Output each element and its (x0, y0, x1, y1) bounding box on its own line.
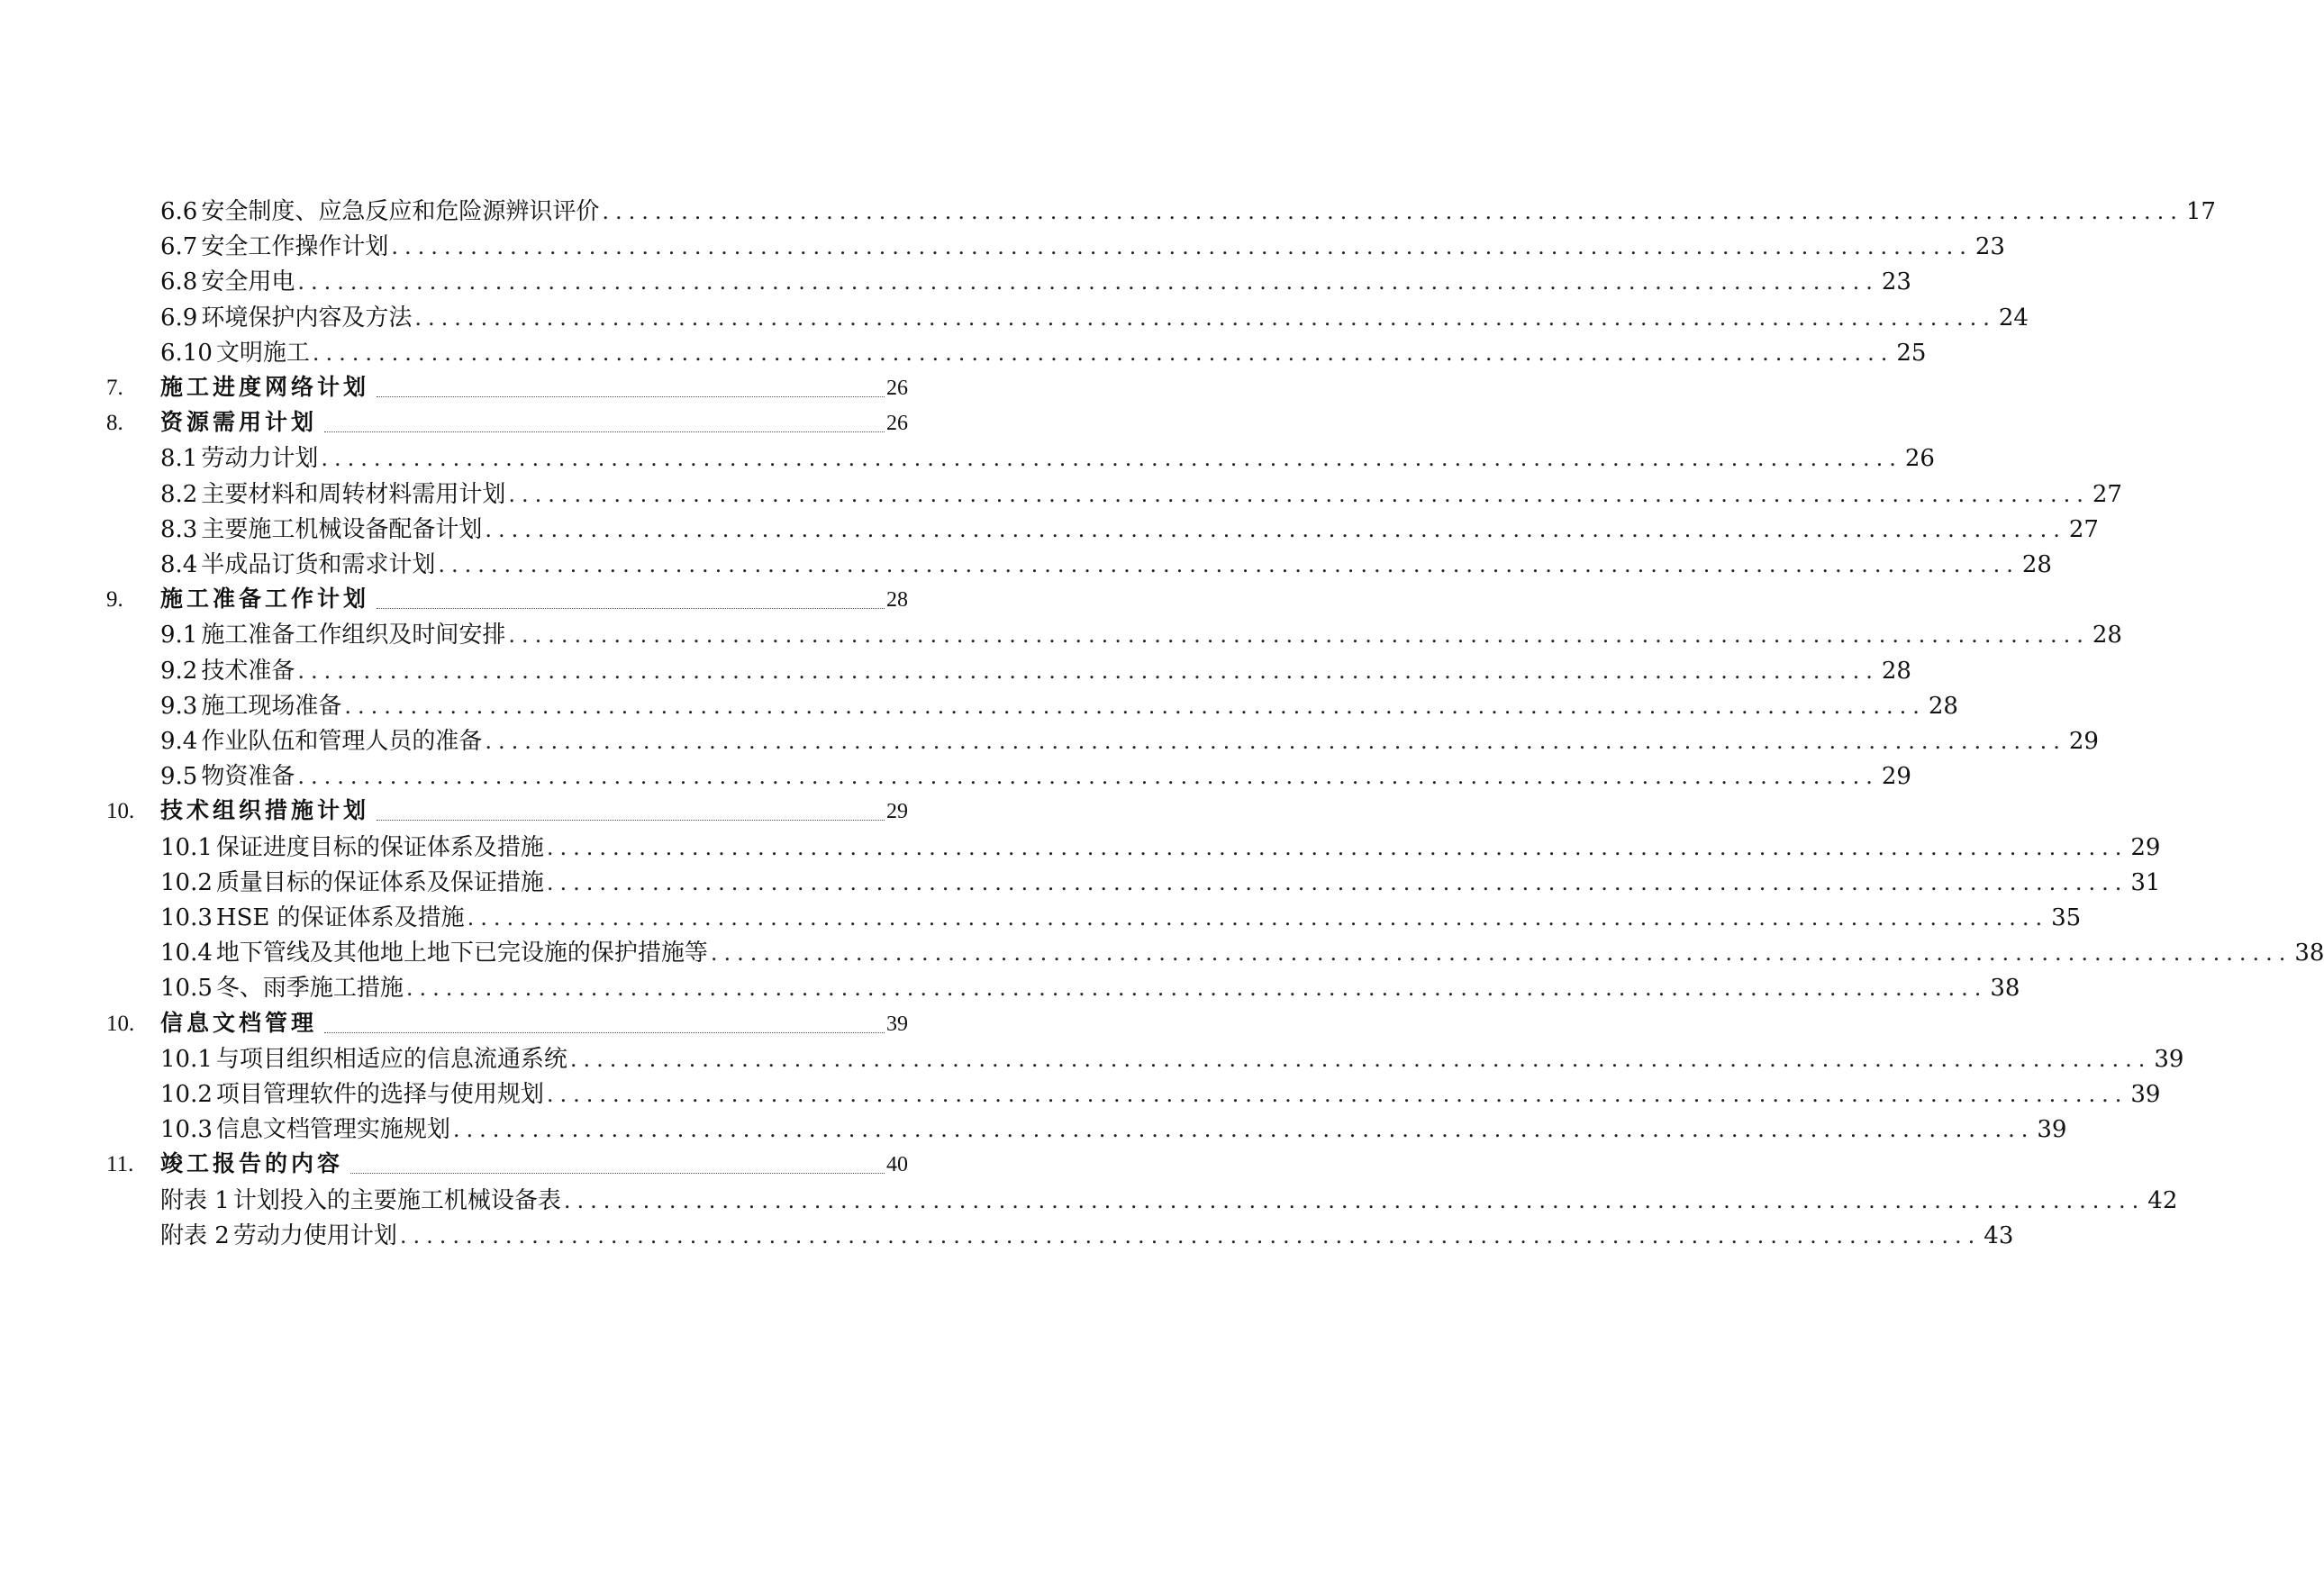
dot-leader: ........................................................................................................................ (546, 1082, 2129, 1107)
dot-leader (350, 1172, 885, 1174)
toc-section-entry[interactable] (160, 653, 1911, 689)
toc-entry-title: 安全用电 (201, 268, 295, 295)
toc-section-entry[interactable] (160, 688, 1958, 724)
toc-entry-title: 信息文档管理 (160, 1012, 318, 1036)
toc-entry-page-number: 40 (886, 1153, 908, 1176)
toc-entry-number: 8.1 (160, 445, 198, 472)
toc-entry-page-number: 38 (1990, 975, 2020, 1002)
toc-entry-page-number: 26 (1904, 445, 1935, 472)
toc-entry-number: 10.1 (160, 1046, 213, 1073)
toc-entry-title: 信息文档管理实施规划 (215, 1116, 450, 1143)
toc-entry-number: 6.9 (160, 304, 198, 331)
toc-entry-number: 8.4 (160, 551, 198, 578)
toc-entry-page-number: 26 (886, 377, 908, 400)
toc-entry-number: 10.3 (160, 1116, 213, 1143)
dot-leader: ........................................................................................................................ (508, 482, 2090, 507)
toc-entry-page-number: 28 (1881, 658, 1911, 685)
dot-leader: ........................................................................................................................ (569, 1047, 2152, 1072)
toc-chapter-entry[interactable] (106, 794, 908, 830)
toc-entry-page-number: 27 (2092, 481, 2122, 508)
toc-entry-number: 9.1 (160, 622, 198, 649)
toc-entry-page-number: 28 (2092, 622, 2122, 649)
dot-leader (377, 607, 885, 609)
toc-entry-title: 质量目标的保证体系及保证措施 (215, 869, 544, 896)
toc-entry-page-number: 39 (2130, 1081, 2161, 1108)
toc-entry-number: 9.5 (160, 763, 198, 790)
toc-entry-number: 6.6 (160, 198, 198, 225)
toc-entry-title: 劳动力计划 (201, 445, 319, 472)
dot-leader: ........................................................................................................................ (485, 517, 2066, 542)
toc-entry-title: 地下管线及其他地上地下已完设施的保护措施等 (215, 940, 708, 967)
toc-entry-number: 9. (106, 587, 123, 612)
toc-entry-number: 8. (106, 411, 123, 435)
toc-section-entry[interactable] (160, 830, 2161, 866)
dot-leader: ........................................................................................................................ (452, 1117, 2035, 1142)
toc-entry-title: 与项目组织相适应的信息流通系统 (215, 1046, 567, 1073)
toc-entry-page-number: 26 (886, 412, 908, 435)
toc-section-entry[interactable] (160, 935, 2324, 971)
toc-entry-title: 安全工作操作计划 (201, 233, 389, 260)
toc-entry-title: 主要材料和周转材料需用计划 (201, 481, 506, 508)
toc-section-entry[interactable] (160, 723, 2099, 759)
dot-leader: ........................................................................................................................ (312, 341, 1894, 366)
dot-leader: ........................................................................................................................ (405, 976, 1988, 1001)
toc-entry-page-number: 39 (886, 1012, 908, 1036)
dot-leader: ........................................................................................................................ (546, 835, 2129, 860)
toc-entry-page-number: 38 (2294, 940, 2324, 967)
toc-entry-page-number: 23 (1881, 268, 1911, 295)
toc-entry-page-number: 24 (1998, 304, 2029, 331)
toc-entry-title: 物资准备 (201, 763, 295, 790)
toc-entry-page-number: 43 (1984, 1222, 2014, 1249)
toc-entry-number: 10.3 (160, 904, 213, 931)
dot-leader (324, 431, 885, 432)
toc-section-entry[interactable] (160, 970, 2020, 1006)
toc-entry-number: 6.7 (160, 233, 198, 260)
toc-chapter-entry[interactable] (106, 1006, 908, 1042)
toc-entry-number: 8.2 (160, 481, 198, 508)
dot-leader: ........................................................................................................................ (297, 764, 1879, 789)
toc-entry-title: 技术准备 (201, 658, 295, 685)
toc-entry-title: 安全制度、应急反应和危险源辨识评价 (201, 198, 600, 225)
toc-section-entry[interactable] (160, 264, 1911, 300)
toc-entry-page-number: 29 (2068, 728, 2099, 755)
toc-entry-title: 劳动力使用计划 (232, 1222, 397, 1249)
toc-section-entry[interactable] (160, 1112, 2067, 1148)
dot-leader: ........................................................................................................................ (414, 305, 1996, 331)
toc-section-entry[interactable] (160, 300, 2029, 336)
toc-entry-page-number: 27 (2068, 516, 2099, 543)
toc-entry-page-number: 31 (2130, 869, 2161, 896)
toc-entry-number: 8.3 (160, 516, 198, 543)
toc-section-entry[interactable] (160, 1218, 2014, 1254)
dot-leader: ........................................................................................................................ (602, 199, 2183, 224)
toc-entry-page-number: 42 (2147, 1187, 2178, 1214)
toc-entry-number: 10.4 (160, 940, 213, 967)
toc-chapter-entry[interactable] (106, 370, 908, 406)
dot-leader: ........................................................................................................................ (563, 1188, 2146, 1213)
toc-entry-page-number: 29 (1881, 763, 1911, 790)
toc-entry-title: 作业队伍和管理人员的准备 (201, 728, 483, 755)
dot-leader: ........................................................................................................................ (710, 940, 2292, 966)
toc-entry-number: 11. (106, 1152, 134, 1176)
toc-entry-title: 环境保护内容及方法 (201, 304, 413, 331)
toc-entry-page-number: 39 (2037, 1116, 2067, 1143)
toc-entry-title: 施工准备工作计划 (160, 587, 370, 612)
dot-leader: ........................................................................................................................ (297, 269, 1879, 295)
dot-leader: ........................................................................................................................ (546, 870, 2129, 895)
toc-entry-title: 资源需用计划 (160, 411, 318, 435)
toc-section-entry[interactable] (160, 1041, 2184, 1077)
toc-entry-number: 10.1 (160, 834, 213, 861)
toc-chapter-entry[interactable] (106, 582, 908, 618)
toc-entry-number: 6.8 (160, 268, 198, 295)
toc-entry-number: 附表 1 (160, 1187, 230, 1214)
toc-section-entry[interactable] (160, 547, 2052, 583)
toc-entry-number: 10.5 (160, 975, 213, 1002)
toc-section-entry[interactable] (160, 865, 2161, 901)
toc-section-entry[interactable] (160, 758, 1911, 795)
toc-entry-title: 项目管理软件的选择与使用规划 (215, 1081, 544, 1108)
toc-entry-number: 9.3 (160, 693, 198, 720)
toc-entry-title: 竣工报告的内容 (160, 1152, 344, 1176)
toc-entry-title: 文明施工 (215, 340, 310, 367)
toc-section-entry[interactable] (160, 440, 1935, 477)
dot-leader: ........................................................................................................................ (438, 552, 2020, 577)
toc-entry-page-number: 28 (2021, 551, 2052, 578)
toc-entry-page-number: 29 (886, 800, 908, 823)
toc-section-entry[interactable] (160, 900, 2082, 936)
toc-chapter-entry[interactable] (106, 405, 908, 441)
dot-leader: ........................................................................................................................ (467, 905, 2049, 931)
toc-entry-number: 10. (106, 799, 135, 823)
toc-entry-title: 保证进度目标的保证体系及措施 (215, 834, 544, 861)
toc-entry-page-number: 17 (2185, 198, 2216, 225)
dot-leader (377, 395, 885, 397)
toc-entry-number: 10.2 (160, 1081, 213, 1108)
toc-section-entry[interactable] (160, 617, 2122, 653)
toc-entry-title: HSE 的保证体系及措施 (215, 904, 465, 931)
toc-section-entry[interactable] (160, 229, 2005, 265)
toc-section-entry[interactable] (160, 477, 2122, 513)
dot-leader: ........................................................................................................................ (321, 446, 1902, 471)
dot-leader: ........................................................................................................................ (399, 1223, 1982, 1249)
dot-leader: ........................................................................................................................ (297, 658, 1879, 684)
dot-leader: ........................................................................................................................ (391, 234, 1973, 259)
toc-entry-number: 9.4 (160, 728, 198, 755)
dot-leader: ........................................................................................................................ (485, 729, 2066, 754)
toc-entry-title: 施工进度网络计划 (160, 376, 370, 400)
toc-section-entry[interactable] (160, 1183, 2178, 1219)
toc-entry-title: 半成品订货和需求计划 (201, 551, 436, 578)
toc-section-entry[interactable] (160, 512, 2099, 548)
toc-entry-title: 计划投入的主要施工机械设备表 (232, 1187, 561, 1214)
toc-entry-page-number: 35 (2051, 904, 2082, 931)
toc-entry-number: 6.10 (160, 340, 213, 367)
toc-entry-title: 施工现场准备 (201, 693, 342, 720)
toc-entry-number: 9.2 (160, 658, 198, 685)
toc-section-entry[interactable] (160, 335, 1927, 371)
toc-section-entry[interactable] (160, 194, 2216, 230)
dot-leader: ........................................................................................................................ (344, 694, 1926, 719)
toc-entry-number: 附表 2 (160, 1222, 230, 1249)
toc-entry-title: 施工准备工作组织及时间安排 (201, 622, 506, 649)
dot-leader: ........................................................................................................................ (508, 622, 2090, 648)
toc-entry-title: 主要施工机械设备配备计划 (201, 516, 483, 543)
toc-entry-page-number: 25 (1896, 340, 1927, 367)
toc-entry-page-number: 29 (2130, 834, 2161, 861)
toc-entry-title: 技术组织措施计划 (160, 799, 370, 823)
toc-entry-number: 7. (106, 376, 123, 400)
toc-section-entry[interactable] (160, 1076, 2161, 1112)
dot-leader (377, 819, 885, 821)
toc-entry-page-number: 23 (1974, 233, 2005, 260)
toc-entry-number: 10. (106, 1012, 135, 1036)
toc-entry-page-number: 28 (886, 588, 908, 612)
dot-leader (324, 1031, 885, 1033)
toc-chapter-entry[interactable] (106, 1147, 908, 1183)
toc-entry-number: 10.2 (160, 869, 213, 896)
toc-entry-title: 冬、雨季施工措施 (215, 975, 404, 1002)
toc-entry-page-number: 28 (1928, 693, 1958, 720)
toc-entry-page-number: 39 (2154, 1046, 2184, 1073)
